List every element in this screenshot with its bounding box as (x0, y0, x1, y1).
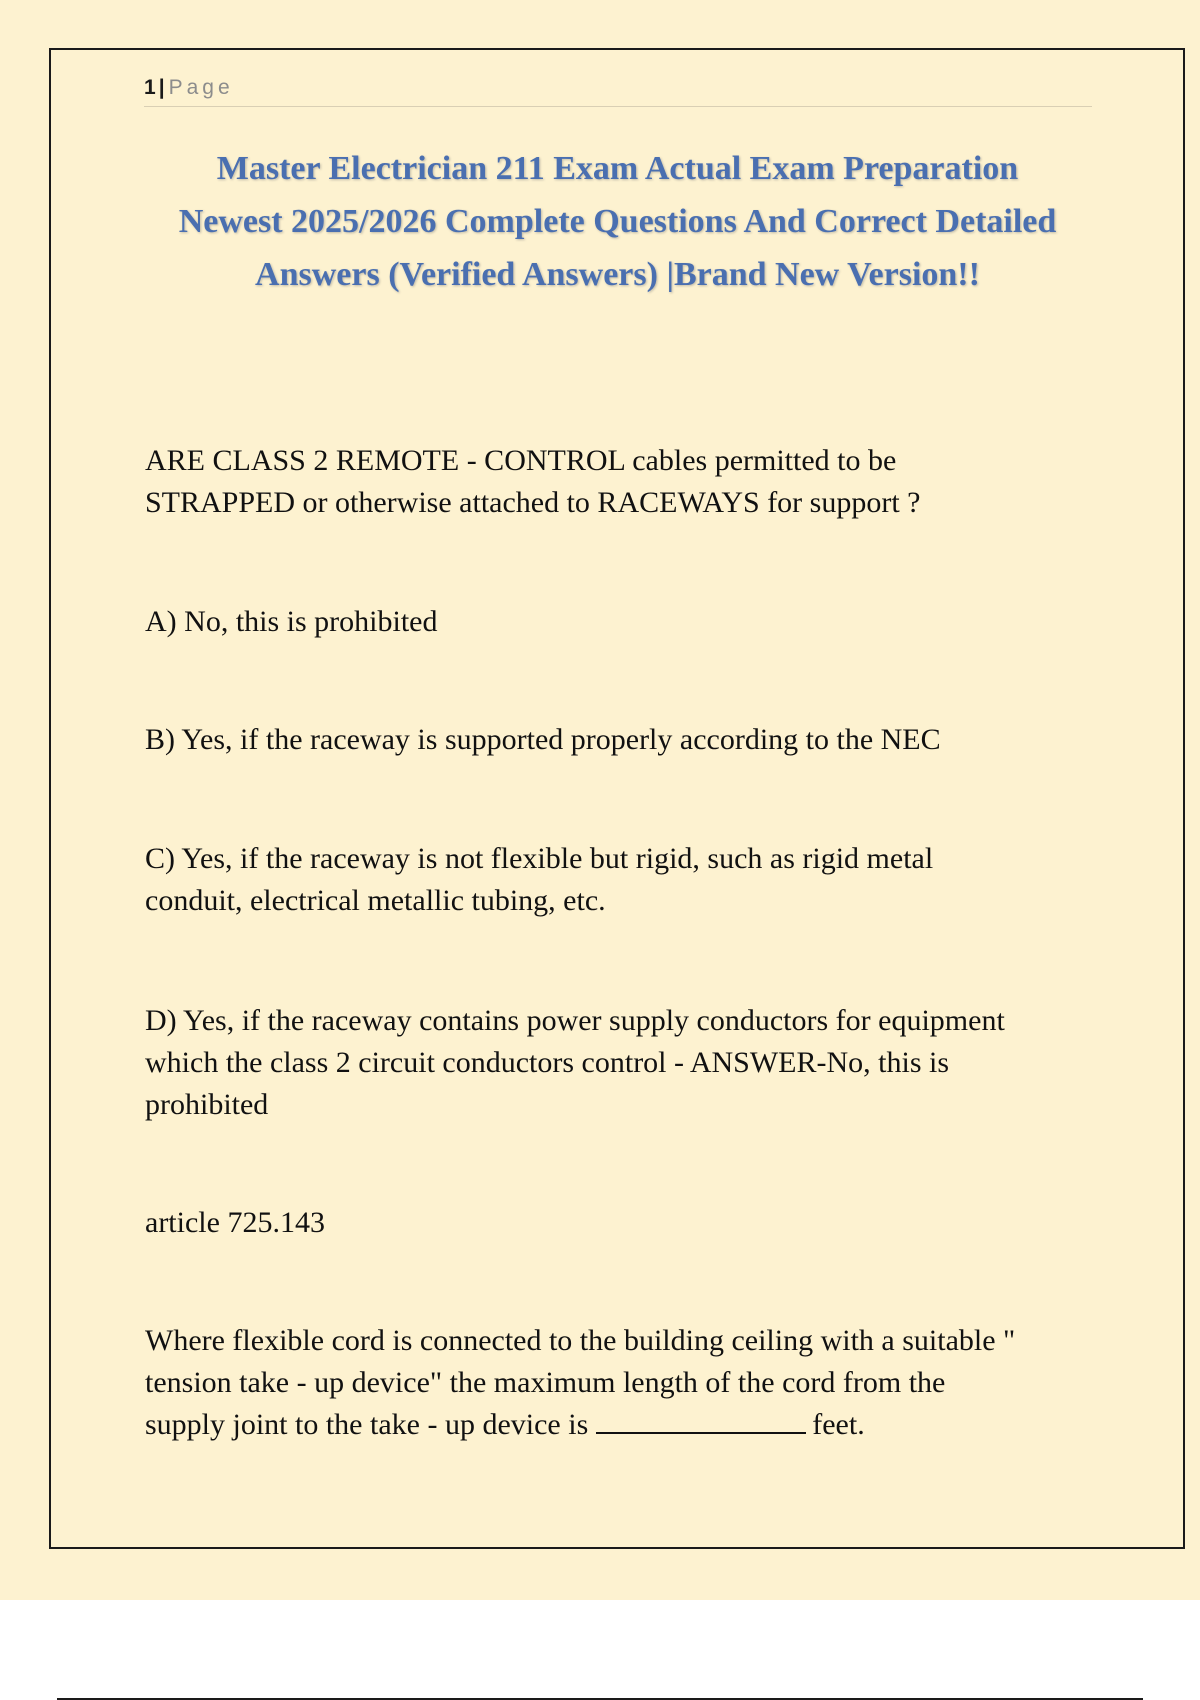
question-line-end: feet. (812, 1408, 865, 1441)
option-line: conduit, electrical metallic tubing, etc. (145, 884, 606, 917)
option-line: C) Yes, if the raceway is not flexible but rigid, such as rigid metal (145, 842, 934, 875)
question-1-text (145, 440, 1095, 524)
question-line: tension take - up device" the maximum length of the cord from the (145, 1366, 946, 1399)
question-2-text (145, 1320, 1095, 1446)
option-d-with-answer (145, 1000, 1095, 1126)
option-b: B) Yes, if the raceway is supported properly according to the NEC (145, 723, 941, 756)
fill-in-blank (596, 1408, 806, 1434)
title-line: Newest 2025/2026 Complete Questions And Correct Detailed (178, 203, 1057, 240)
option-line: prohibited (145, 1088, 269, 1121)
article-reference: article 725.143 (145, 1206, 325, 1239)
page-label: Page (168, 76, 234, 99)
option-a: A) No, this is prohibited (145, 605, 438, 638)
question-line: Where flexible cord is connected to the building ceiling with a suitable " (145, 1324, 1016, 1357)
option-c (145, 838, 1095, 922)
question-line: ARE CLASS 2 REMOTE - CONTROL cables permitted to be (145, 444, 897, 477)
question-line: supply joint to the take - up device is (145, 1408, 589, 1441)
page-header (144, 74, 1092, 107)
page-separator: | (158, 76, 165, 99)
option-line: which the class 2 circuit conductors control - ANSWER-No, this is (145, 1046, 950, 1079)
page-number: 1 (144, 76, 156, 99)
question-line: STRAPPED or otherwise attached to RACEWAYS for support ? (145, 486, 921, 519)
option-line: D) Yes, if the raceway contains power supply conductors for equipment (145, 1004, 1005, 1037)
title-line: Master Electrician 211 Exam Actual Exam Preparation (216, 150, 1019, 187)
document-title (130, 142, 1105, 301)
title-line: Answers (Verified Answers) |Brand New Version!! (255, 256, 980, 293)
